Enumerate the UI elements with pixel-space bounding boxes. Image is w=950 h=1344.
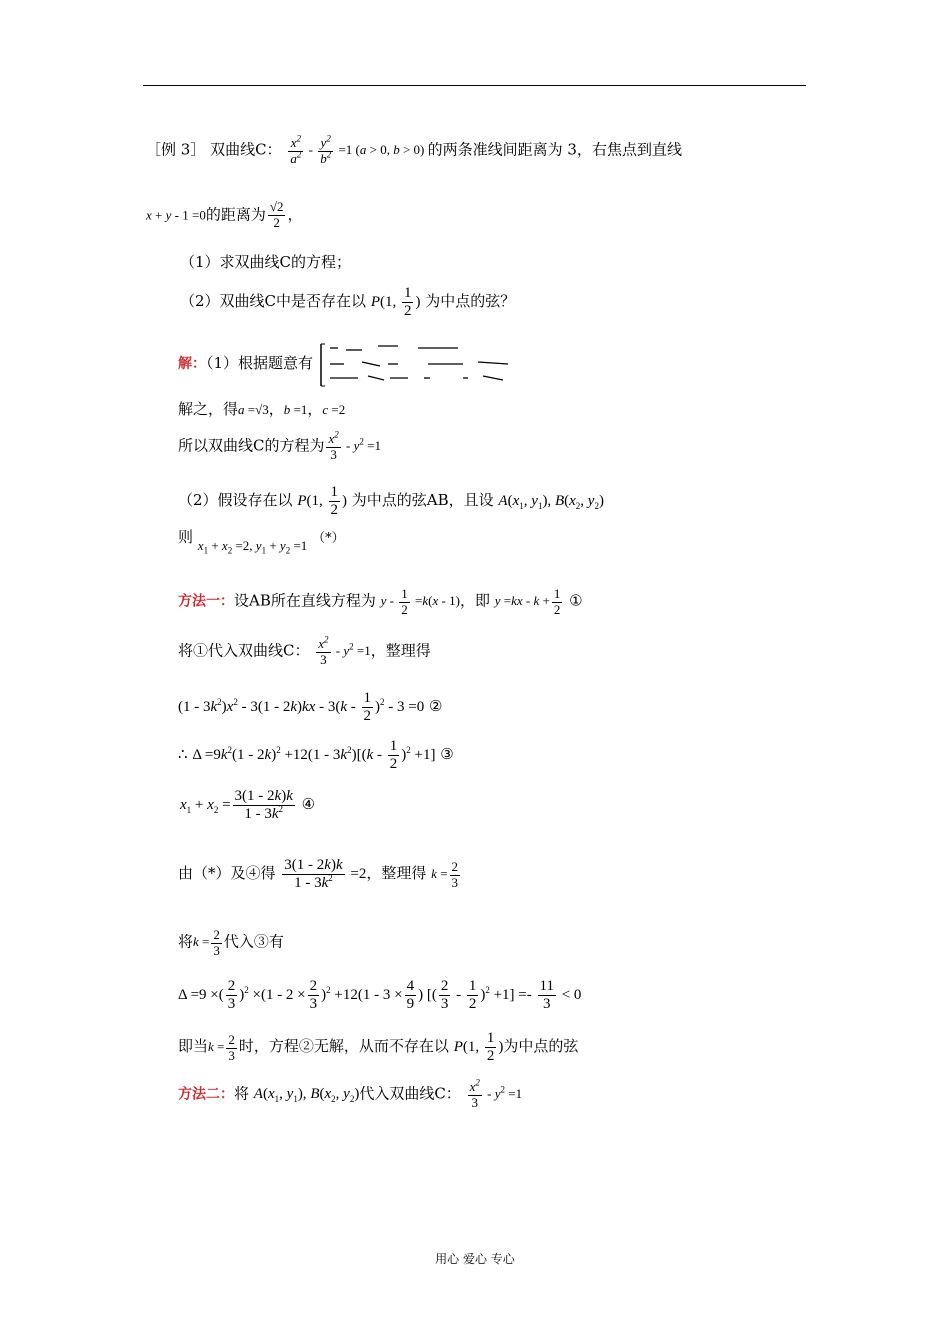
method1-line: 方法一：设AB所在直线方程为 y - $\frac{1}{2}$ =k(x - 1)，即 y =kx - k + $\frac{1}{2}$ ① — [178, 586, 583, 617]
method1-label: 方法一： — [178, 593, 234, 610]
page-footer: 用心 爱心 专心 — [435, 1252, 515, 1266]
hyperbola-equation: $\frac{x^2}{a^2}$ - $\frac{y^2}{b^2}$ =1 (a > 0, b > 0) — [290, 133, 428, 166]
midpoint-relation: 则 $x_1 + x_2 =2$, $y_1 + y_2 =1$ （*） — [178, 528, 345, 556]
equation-2: $(1 - 3k^2)x^2 - 3(1 - 2k)kx - 3(k$ - $\frac{1}{2}$ )$^2$ - 3 =0 ② — [178, 690, 443, 725]
delta-value: Δ =9 ×( $\frac{2}{3}$ )$^2$ ×(1 - 2 × $\frac{2}{3}$ )$^2$ +12(1 - 3 × $\frac{4}{9}$ ) [( $\frac{2}{3}$ - $\frac{1}{2}$ )$^2$ +1] =- $\frac{11}{3}$ < 0 — [178, 978, 582, 1013]
method1-substitute: 将①代入双曲线C： $\frac{x^2}{3}$ - $y^2 =1$，整理得 — [178, 634, 431, 667]
equation-3: ∴ $\Delta =9k^2(1 - 2k)^2 +12(1 - 3k^2)[(k$ - $\frac{1}{2}$ )$^2$ +1] ③ — [178, 738, 454, 773]
example-line-cont: x + y - 1 =0的距离为 $\frac{√2}{2}$ ， — [146, 199, 303, 230]
derive-k: 由（*）及④得 $\frac{3(1 - 2k)k}{1 - 3k^2}$ =2，整理得 k = $\frac{2}{3}$ — [178, 857, 459, 892]
substitute-k: 将k = $\frac{2}{3}$ 代入③有 — [178, 927, 284, 958]
header-rule — [143, 85, 806, 86]
method2-line: 方法二：将 $A(x_1$, $y_1$), $B(x_2$, $y_2$)代入双曲线C： $\frac{x^2}{3}$ - $y^2 =1$ — [178, 1077, 523, 1110]
example-label: ［例 3］ 双曲线C： — [146, 140, 282, 159]
equation-4: $x_1 + x_2$ = $\frac{3(1 - 2k)k}{1 - 3k^2}$ ④ — [180, 788, 316, 823]
equation-system-image — [318, 342, 518, 388]
method2-label: 方法二： — [178, 1086, 234, 1103]
example-statement — [146, 133, 682, 167]
part2-assumption: （2）假设存在以 P(1, $\frac{1}{2}$ ) 为中点的弦AB，且设 $A(x_1$, $y_1$), $B(x_2$, $y_2$) — [178, 484, 604, 519]
example-condition: 的两条准线间距离为 3，右焦点到直线 — [427, 140, 682, 159]
solution-equation: 所以双曲线C的方程为 $\frac{x^2}{3}$ - $y^2 =1$ — [178, 429, 381, 462]
solution-result: 解之，得a =√3，b =1，c =2 — [178, 400, 346, 418]
question-2: （2）双曲线C中是否存在以 P(1, $\frac{1}{2}$ ) 为中点的弦？ — [180, 285, 516, 320]
question-1: （1）求双曲线C的方程； — [180, 253, 352, 271]
solution-label: 解： — [178, 356, 206, 372]
conclusion: 即当k = $\frac{2}{3}$ 时，方程②无解，从而不存在以 P(1, $\frac{1}{2}$ )为中点的弦 — [178, 1030, 579, 1065]
solution-intro: 解：（1）根据题意有 — [178, 342, 518, 388]
